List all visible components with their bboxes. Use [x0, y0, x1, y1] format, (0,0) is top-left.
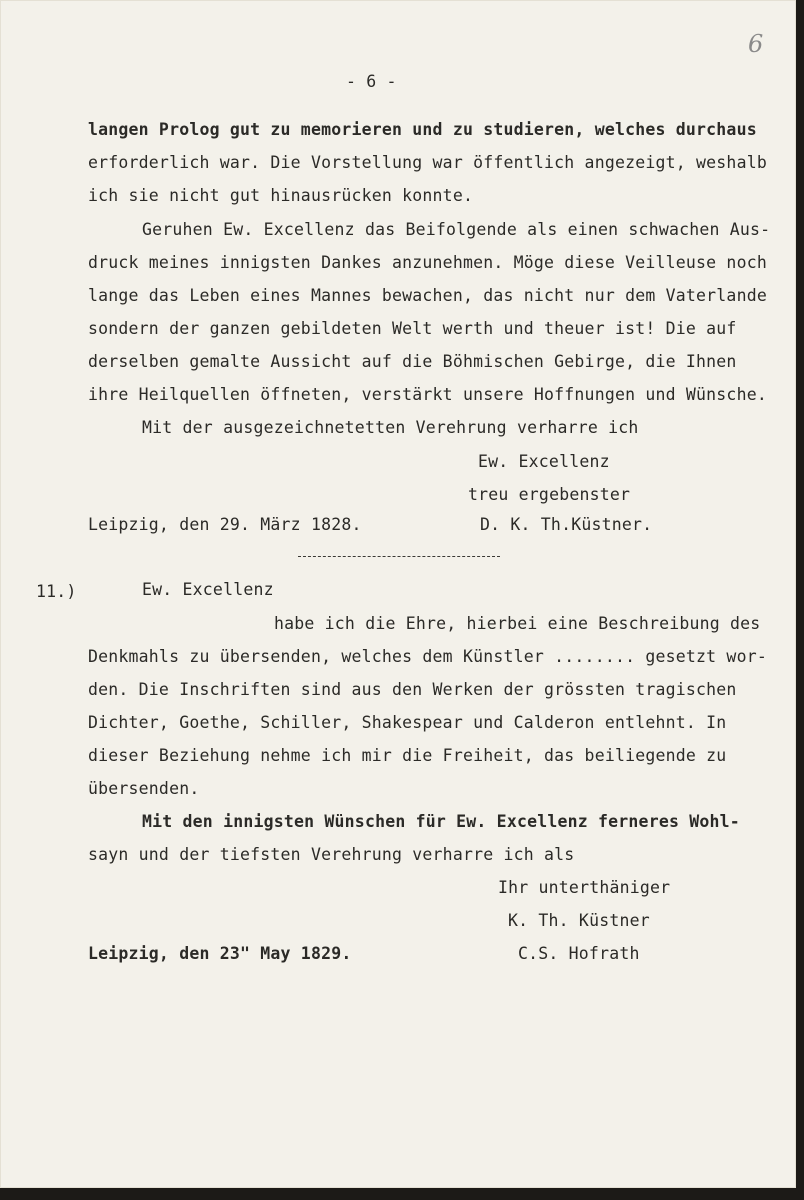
section-divider — [298, 556, 500, 557]
letter2-line-4: Dichter, Goethe, Schiller, Shakespear und Calderon entlehnt. In — [88, 713, 727, 732]
letter2-line-5: dieser Beziehung nehme ich mir die Freiheit, das beiliegende zu — [88, 746, 727, 765]
letter2-title: C.S. Hofrath — [518, 944, 640, 963]
letter2-line-6: übersenden. — [88, 779, 200, 798]
letter1-line-6: lange das Leben eines Mannes bewachen, das nicht nur dem Vaterlande — [88, 286, 767, 305]
letter2-complimentary-close: Ihr unterthäniger — [498, 878, 671, 897]
page-number: - 6 - — [346, 72, 397, 91]
letter1-signature: D. K. Th.Küstner. — [480, 515, 653, 534]
letter2-line-1: habe ich die Ehre, hierbei eine Beschreibung des — [274, 614, 761, 633]
letter2-number: 11.) — [36, 582, 77, 601]
letter2-salutation: Ew. Excellenz — [142, 580, 274, 599]
letter1-line-3: ich sie nicht gut hinausrücken konnte. — [88, 186, 474, 205]
letter1-line-1: langen Prolog gut zu memorieren und zu studieren, welches durchaus — [88, 120, 757, 139]
letter1-place-date: Leipzig, den 29. März 1828. — [88, 515, 362, 534]
letter2-signature: K. Th. Küstner — [508, 911, 650, 930]
letter1-line-8: derselben gemalte Aussicht auf die Böhmischen Gebirge, die Ihnen — [88, 352, 737, 371]
letter1-line-7: sondern der ganzen gebildeten Welt werth und theuer ist! Die auf — [88, 319, 737, 338]
letter2-line-7: Mit den innigsten Wünschen für Ew. Excellenz ferneres Wohl- — [142, 812, 740, 831]
letter1-complimentary-close: treu ergebenster — [468, 485, 631, 504]
letter2-place-date: Leipzig, den 23" May 1829. — [88, 944, 352, 963]
letter2-line-3: den. Die Inschriften sind aus den Werken der grössten tragischen — [88, 680, 737, 699]
letter1-line-9: ihre Heilquellen öffneten, verstärkt unsere Hoffnungen und Wünsche. — [88, 385, 767, 404]
folio-mark: 6 — [748, 30, 764, 58]
letter1-line-10: Mit der ausgezeichnetetten Verehrung verharre ich — [142, 418, 639, 437]
letter2-line-2: Denkmahls zu übersenden, welches dem Künstler ........ gesetzt wor- — [88, 647, 767, 666]
letter1-line-4: Geruhen Ew. Excellenz das Beifolgende als einen schwachen Aus- — [142, 220, 771, 239]
letter1-address: Ew. Excellenz — [478, 452, 610, 471]
letter1-line-5: druck meines innigsten Dankes anzunehmen. Möge diese Veilleuse noch — [88, 253, 767, 272]
letter1-line-2: erforderlich war. Die Vorstellung war öffentlich angezeigt, weshalb — [88, 153, 767, 172]
letter2-line-8: sayn und der tiefsten Verehrung verharre ich als — [88, 845, 575, 864]
